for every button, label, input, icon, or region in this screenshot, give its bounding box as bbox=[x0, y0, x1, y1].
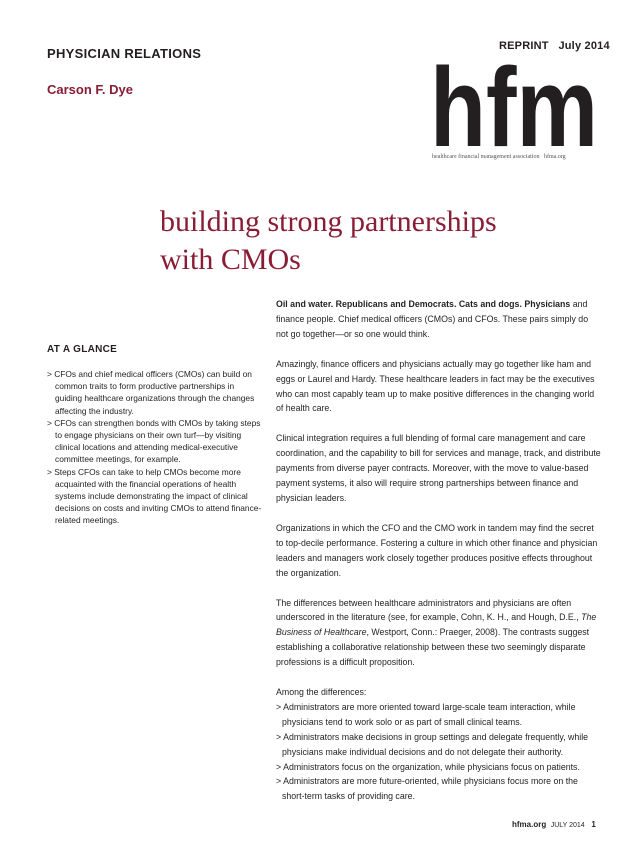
footer-site: hfma.org bbox=[512, 820, 547, 829]
paragraph-text: The differences between healthcare administrators and physicians are often underscored in the literature (see, for example, Cohn, K. H., and Hough, D.E., bbox=[276, 597, 582, 623]
differences-intro: Among the differences: bbox=[276, 687, 367, 698]
lead-text: and finance people. Chief medical officers (CMOs) and CFOs. These pairs simply do not go together—or so one would think. bbox=[276, 299, 589, 339]
hfm-logo bbox=[430, 58, 600, 166]
difference-item: > Administrators focus on the organization, while physicians focus on patients. bbox=[276, 761, 580, 772]
differences-list bbox=[276, 700, 601, 804]
glance-item: > CFOs can strengthen bonds with CMOs by taking steps to engage physicians on their own turf—by visiting clinical locations and attending medical-executive committee meetings, for example. bbox=[47, 417, 261, 465]
glance-item: > CFOs and chief medical officers (CMOs) can build on common traits to form productive partnerships in guiding healthcare organizations through the changes affecting the industry. bbox=[47, 369, 255, 416]
page-footer bbox=[512, 820, 596, 829]
difference-item: > Administrators are more oriented toward large-scale team interaction, while physicians tend to work solo or as part of small clinical teams. bbox=[276, 701, 576, 727]
footer-date: JULY 2014 bbox=[550, 822, 585, 829]
section-label: PHYSICIAN RELATIONS bbox=[47, 46, 202, 61]
article-headline bbox=[160, 203, 580, 279]
author-name: Carson F. Dye bbox=[47, 82, 133, 97]
headline-line-2: with CMOs bbox=[160, 243, 301, 276]
paragraph: Amazingly, finance officers and physicians actually may go together like ham and eggs or Laurel and Hardy. These healthcare leaders in fact may be the executives who can most capably team up to make positive differences in the changing world of health care. bbox=[276, 358, 595, 414]
paragraph: Organizations in which the CFO and the CMO work in tandem may find the secret to top-decile performance. Fostering a culture in which other finance and physician leaders and managers work closely together produces positive effects throughout the organization. bbox=[276, 522, 598, 578]
reprint-label: REPRINT July 2014 bbox=[499, 40, 610, 52]
lead-paragraph bbox=[276, 297, 601, 342]
lead-bold-text: Oil and water. Republicans and Democrats. Cats and dogs. Physicians bbox=[276, 299, 571, 309]
difference-item: > Administrators make decisions in group settings and delegate frequently, while physicians make individual decisions and do not delegate their authority. bbox=[276, 731, 589, 757]
logo-tagline: healthcare financial management association hfma.org bbox=[432, 154, 566, 160]
paragraph bbox=[276, 596, 601, 671]
headline-line-1: building strong partnerships bbox=[160, 205, 497, 238]
logo-text: hfm bbox=[430, 58, 598, 166]
book-title: The Business of Healthcare bbox=[276, 612, 597, 638]
paragraph: Clinical integration requires a full blending of formal care management and care coordination, and the capability to bill for services and manage, track, and distribute payments from diverse payer contracts. Moreover, with the move to value-based payment systems, it also will require strong partnerships between finance and physician leaders. bbox=[276, 433, 601, 503]
glance-item: > Steps CFOs can take to help CMOs become more acquainted with the financial operations of health systems include demonstrating the impact of clinical decisions on costs and inviting CMOs to attend finance-related meetings. bbox=[47, 466, 262, 526]
paragraph-text: , Westport, Conn.: Praeger, 2008). The contrasts suggest establishing a collaborative relationship between these two seemingly disparate professions is a difficult proposition. bbox=[276, 627, 590, 668]
at-a-glance-title: AT A GLANCE bbox=[47, 344, 118, 355]
article-body bbox=[276, 297, 601, 804]
at-a-glance-list bbox=[47, 368, 262, 527]
page-number: 1 bbox=[591, 820, 596, 829]
difference-item: > Administrators are more future-oriented, while physicians focus more on the short-term tasks of providing care. bbox=[276, 776, 578, 802]
